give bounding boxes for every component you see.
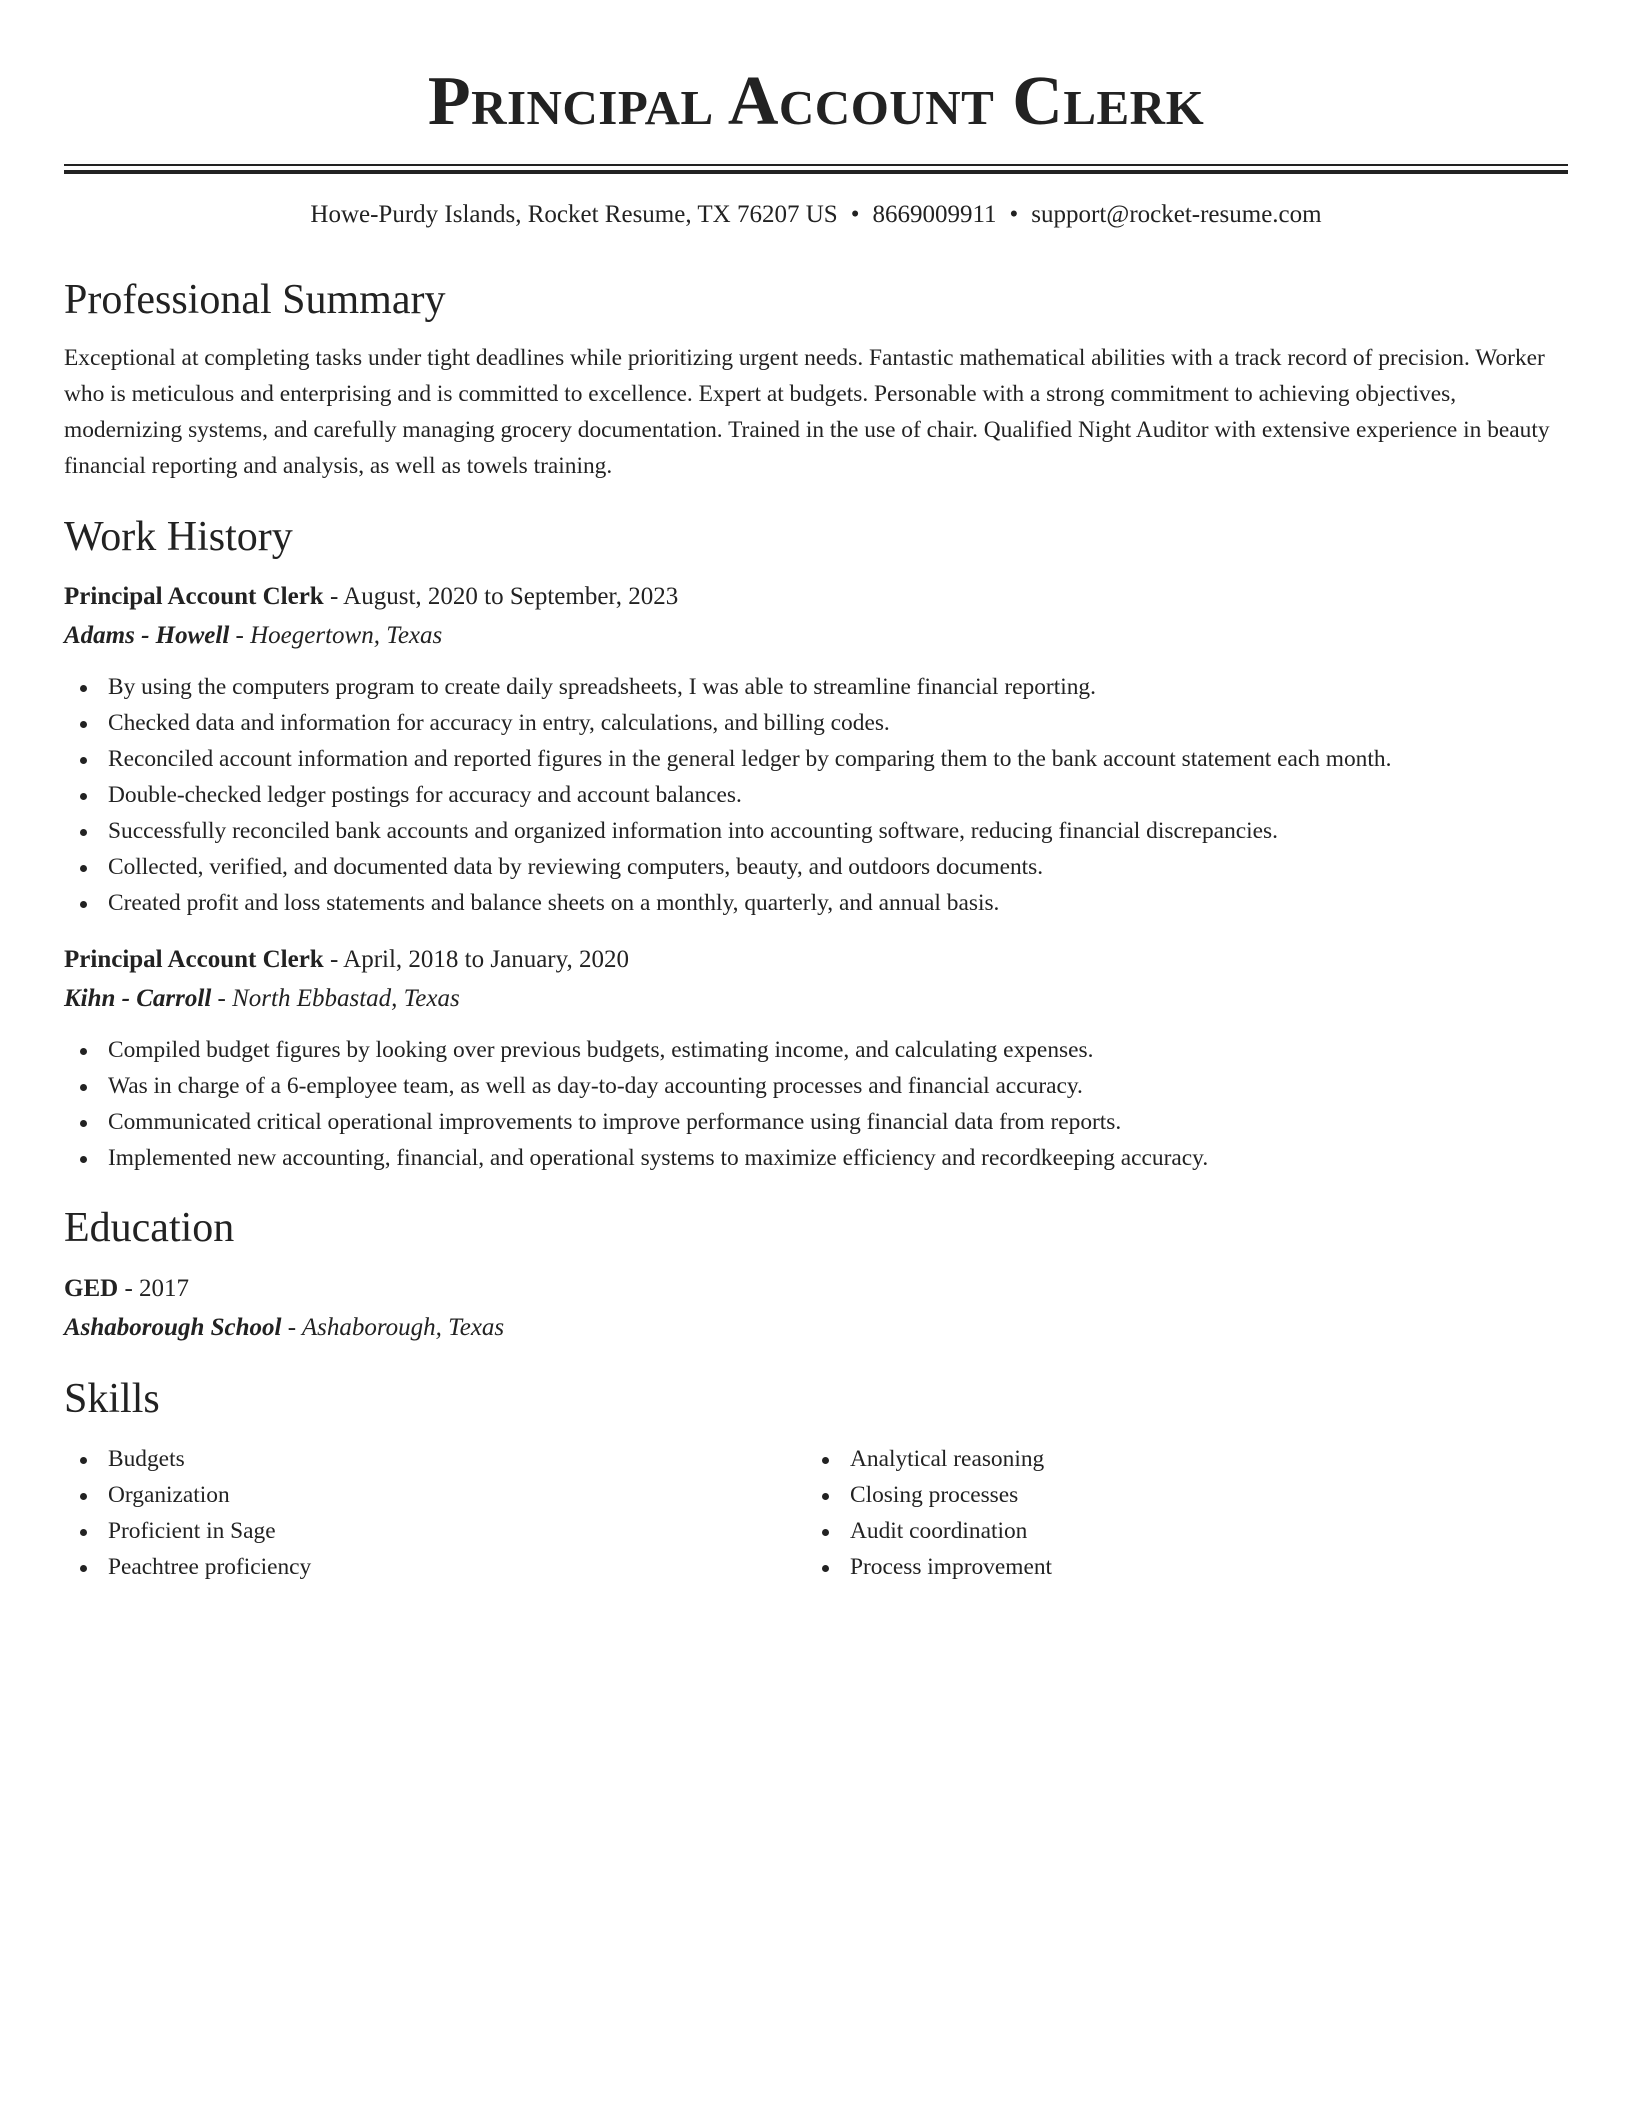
skill-item: Budgets bbox=[64, 1441, 806, 1477]
skill-item: Organization bbox=[64, 1477, 806, 1513]
skills-grid bbox=[64, 1441, 1568, 1585]
skill-item: Process improvement bbox=[806, 1549, 1548, 1585]
job-location: - North Ebbastad, Texas bbox=[211, 985, 460, 1012]
job-location: - Hoegertown, Texas bbox=[229, 622, 443, 649]
summary-text: Exceptional at completing tasks under tight deadlines while prioritizing urgent needs. Fantastic mathematical abilities with a track record of precision. Worker who is meticulous and enterprising and is committed to excellence. Expert at budgets. Personable with a strong commitment to achieving objectives, modernizing systems, and carefully managing grocery documentation. Trained in the use of chair. Qualified Night Auditor with extensive experience in beauty financial reporting and analysis, as well as towels training. bbox=[64, 345, 1550, 479]
job-company: Adams - Howell bbox=[64, 622, 230, 649]
skill-item: Peachtree proficiency bbox=[64, 1549, 806, 1585]
education-school: Ashaborough School bbox=[64, 1314, 282, 1341]
job-title: Principal Account Clerk bbox=[64, 946, 324, 973]
work-history-heading: Work History bbox=[64, 514, 293, 560]
education-school-line bbox=[64, 1308, 1568, 1347]
resume-page bbox=[64, 0, 1568, 1585]
contact-line bbox=[64, 198, 1568, 232]
education-degree-line bbox=[64, 1270, 1568, 1308]
job-dates: - April, 2018 to January, 2020 bbox=[323, 946, 630, 973]
job-title-line bbox=[64, 578, 1568, 616]
list-item: Implemented new accounting, financial, and operational systems to maximize efficiency and recordkeeping accuracy. bbox=[64, 1140, 1568, 1176]
list-item: Collected, verified, and documented data by reviewing computers, beauty, and outdoors documents. bbox=[64, 849, 1568, 885]
skill-item: Closing processes bbox=[806, 1477, 1548, 1513]
education-heading: Education bbox=[64, 1205, 235, 1251]
contact-separator: • bbox=[1009, 201, 1019, 228]
job-company-line bbox=[64, 979, 1568, 1018]
skill-item: Analytical reasoning bbox=[806, 1441, 1548, 1477]
education-entry bbox=[64, 1270, 1568, 1347]
job-entry bbox=[64, 941, 1568, 1176]
contact-email: support@rocket-resume.com bbox=[1031, 201, 1322, 228]
job-title: Principal Account Clerk bbox=[64, 583, 324, 610]
list-item: Reconciled account information and reported figures in the general ledger by comparing them to the bank account statement each month. bbox=[64, 741, 1568, 777]
list-item: By using the computers program to create daily spreadsheets, I was able to streamline financial reporting. bbox=[64, 669, 1568, 705]
list-item: Checked data and information for accuracy in entry, calculations, and billing codes. bbox=[64, 705, 1568, 741]
job-entry bbox=[64, 578, 1568, 921]
job-title-line bbox=[64, 941, 1568, 979]
list-item: Communicated critical operational improvements to improve performance using financial data from reports. bbox=[64, 1104, 1568, 1140]
skills-list-right bbox=[806, 1441, 1548, 1585]
job-company: Kihn - Carroll bbox=[64, 985, 212, 1012]
list-item: Was in charge of a 6-employee team, as well as day-to-day accounting processes and financial accuracy. bbox=[64, 1068, 1568, 1104]
skill-item: Audit coordination bbox=[806, 1513, 1548, 1549]
header-divider bbox=[64, 164, 1568, 174]
summary-heading: Professional Summary bbox=[64, 277, 446, 323]
resume-name: Principal Account Clerk bbox=[427, 63, 1205, 140]
contact-phone: 8669009911 bbox=[872, 201, 997, 228]
skill-item: Proficient in Sage bbox=[64, 1513, 806, 1549]
education-year: - 2017 bbox=[118, 1275, 190, 1302]
education-degree: GED bbox=[64, 1275, 119, 1302]
contact-address: Howe-Purdy Islands, Rocket Resume, TX 76207 US bbox=[310, 201, 838, 228]
list-item: Successfully reconciled bank accounts and organized information into accounting software, reducing financial discrepancies. bbox=[64, 813, 1568, 849]
skills-heading: Skills bbox=[64, 1376, 160, 1422]
job-bullet-list bbox=[64, 1032, 1568, 1176]
skills-list-left bbox=[64, 1441, 806, 1585]
contact-separator: • bbox=[850, 201, 860, 228]
job-company-line bbox=[64, 616, 1568, 655]
job-bullet-list bbox=[64, 669, 1568, 921]
list-item: Created profit and loss statements and balance sheets on a monthly, quarterly, and annual basis. bbox=[64, 885, 1568, 921]
education-location: - Ashaborough, Texas bbox=[281, 1314, 505, 1341]
job-dates: - August, 2020 to September, 2023 bbox=[323, 583, 679, 610]
list-item: Compiled budget figures by looking over previous budgets, estimating income, and calculating expenses. bbox=[64, 1032, 1568, 1068]
list-item: Double-checked ledger postings for accuracy and account balances. bbox=[64, 777, 1568, 813]
